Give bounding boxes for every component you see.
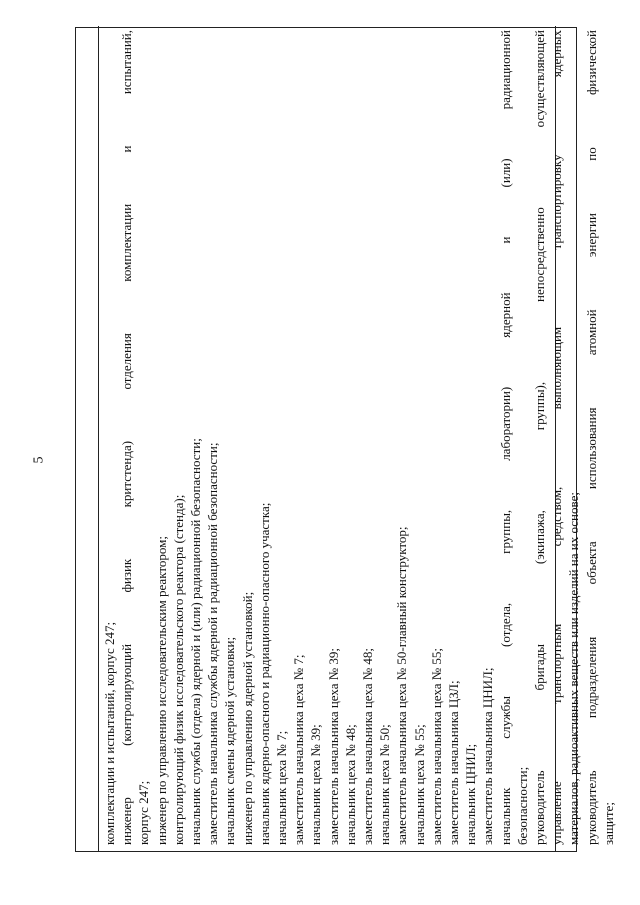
- text-line: заместитель начальника службы ядерной и радиационной безопасности;: [205, 442, 221, 845]
- text-line: инженер (контролирующий физик критстенда) отделения комплектации и испытаний,: [119, 30, 135, 845]
- table-left-column: [76, 26, 99, 851]
- text-line: начальник цеха № 7;: [274, 730, 290, 845]
- text-line: материалов, радиоактивных веществ или изделий на их основе;: [566, 492, 582, 845]
- text-line: начальник цеха № 48;: [342, 724, 358, 845]
- text-line: защите;: [600, 802, 616, 845]
- text-line: начальник ядерно-опасного и радиационно-опасного участка;: [256, 502, 272, 845]
- text-line: руководитель бригады (экипажа, группы), непосредственно осуществляющей: [532, 30, 548, 845]
- text-line: заместитель начальника ЦНИЛ;: [480, 667, 496, 845]
- text-line: заместитель начальника цеха № 7;: [291, 654, 307, 845]
- table-frame: [75, 27, 616, 852]
- text-line: заместитель начальника цеха № 48;: [360, 647, 376, 845]
- text-line: инженер по управлению исследовательским реактором;: [153, 536, 169, 845]
- text-line: заместитель начальника цеха № 39;: [325, 647, 341, 845]
- text-line: начальник службы (отдела) ядерной и (или) радиационной безопасности;: [188, 438, 204, 845]
- text-line: инженер по управлению ядерной установкой;: [239, 591, 255, 845]
- positions-list-cell: [101, 30, 616, 845]
- text-line: начальник цеха № 55;: [411, 724, 427, 845]
- text-line: руководитель подразделения объекта использования атомной энергии по физической: [583, 30, 599, 845]
- text-line: комплектации и испытаний, корпус 247;: [102, 621, 117, 845]
- text-line: заместитель начальника цеха № 50-главный конструктор;: [394, 526, 410, 845]
- text-line: управление транспортным средством, выполняющим транспортировку ядерных: [549, 30, 565, 845]
- text-line: начальник ЦНИЛ;: [463, 743, 479, 845]
- text-line: контролирующий физик исследовательского реактора (стенда);: [170, 494, 186, 845]
- text-line: начальник цеха № 39;: [308, 724, 324, 845]
- text-line: начальник смены ядерной установки;: [222, 636, 238, 845]
- text-line: корпус 247;: [136, 780, 152, 845]
- rotated-sheet: [75, 27, 616, 852]
- text-line: начальник цеха № 50;: [377, 724, 393, 845]
- text-line: начальник службы (отдела, группы, лаборатории) ядерной и (или) радиационной: [497, 30, 513, 845]
- page-number: 5: [31, 456, 47, 464]
- text-line: заместитель начальника цеха № 55;: [428, 647, 444, 845]
- text-line: заместитель начальника ЦЗЛ;: [446, 680, 462, 845]
- text-line: безопасности;: [514, 766, 530, 845]
